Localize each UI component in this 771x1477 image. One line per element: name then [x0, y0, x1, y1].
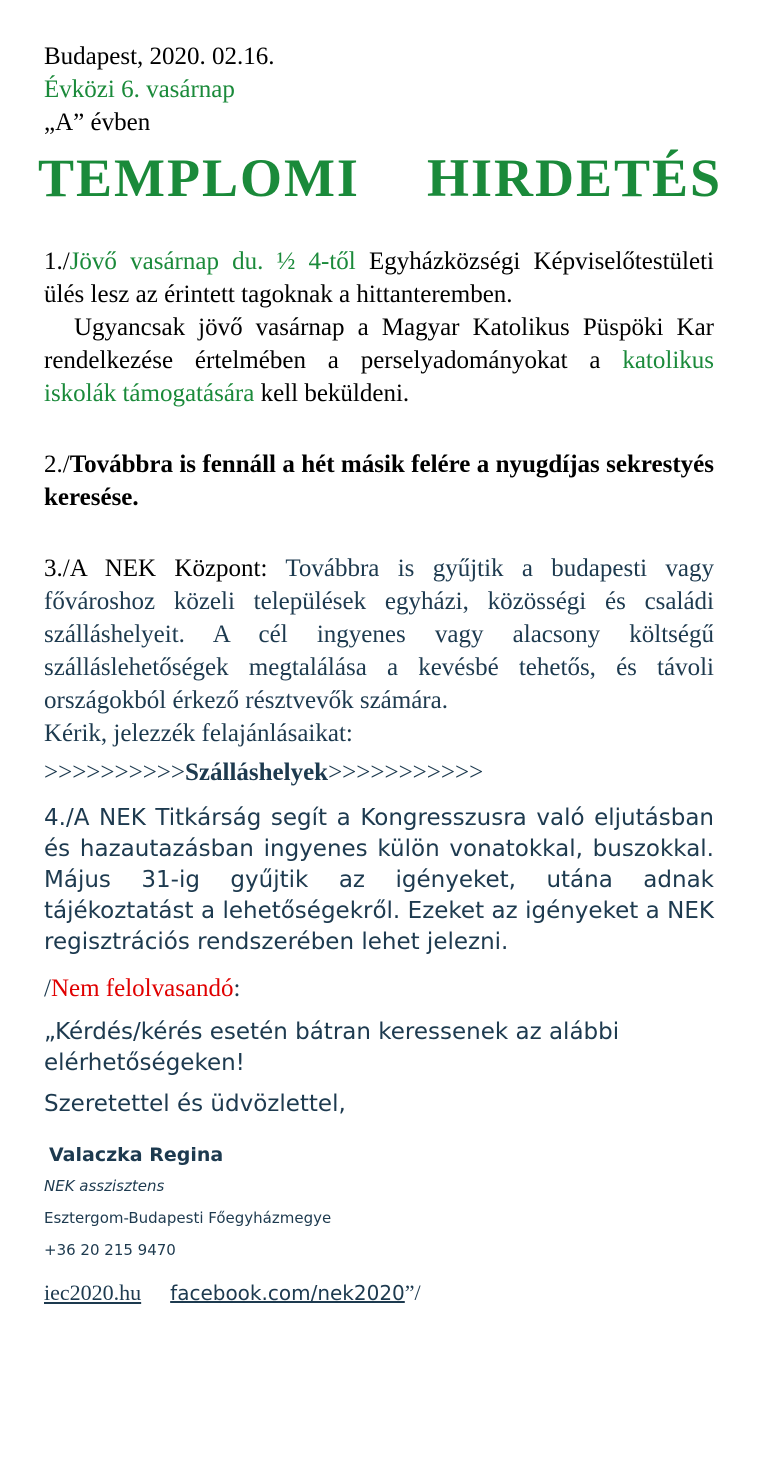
item-1-highlight: Jövő vasárnap du. ½ 4-től — [69, 248, 356, 275]
letter-question: „Kérdés/kérés esetén bátran keressenek az alábbi elérhetőségeken! — [44, 1019, 620, 1076]
year-cycle: „A” évben — [44, 109, 151, 136]
signature-role: NEK asszisztens — [44, 1177, 165, 1195]
item-4-number: 4./ — [44, 805, 74, 831]
accommodation-link[interactable]: Szálláshelyek — [185, 759, 329, 786]
links-line — [44, 1276, 714, 1310]
item-3-label: A NEK Központ — [69, 555, 261, 582]
item-4-text: A NEK Titkárság segít a Kongresszusra való eljutásban és hazautazásban ingyenes külön vonatokkal, buszokkal. Május 31-ig gyűjtik az igényeket, utána adnak tájékoztatást a lehetőségekről. Ezeket az igényeket a NEK regisztrációs rendszerében lehet jelezni. — [44, 805, 714, 955]
note-slash: / — [44, 975, 51, 1002]
announcement-page — [37, 40, 723, 1310]
page-title: TEMPLOMI HIRDETÉS — [37, 148, 723, 208]
item-1-para2-text: Ugyancsak jövő vasárnap a Magyar Katolikus Püspöki Kar rendelkezése értelmében a perselyadományokat a — [44, 314, 714, 374]
note-label: Nem felolvasandó — [50, 975, 234, 1002]
item-2 — [44, 448, 714, 514]
item-3-number: 3./ — [44, 555, 70, 582]
arrows-left: >>>>>>>>>> — [44, 759, 185, 786]
item-2-number: 2./ — [44, 451, 70, 478]
item-3-colon: : — [260, 555, 286, 582]
item-1 — [44, 245, 714, 311]
item-1-paragraph-2 — [44, 311, 714, 410]
note-colon: : — [233, 975, 241, 1002]
item-1-para2-highlight: katolikus iskolák támogatására — [44, 347, 714, 407]
signature-name: Valaczka Regina — [49, 1144, 224, 1166]
liturgical-day: Évközi 6. vasárnap — [44, 76, 235, 103]
item-2-text: Továbbra is fennáll a hét másik felére a nyugdíjas sekrestyés keresése. — [44, 451, 714, 511]
item-1-number: 1./ — [44, 248, 70, 275]
internal-note — [44, 972, 714, 1005]
accommodation-link-line — [44, 756, 714, 789]
item-3-text: Továbbra is gyűjtik a budapesti vagy fővároshoz közeli települések egyházi, közösségi és családi szálláshelyeit. A cél ingyenes vagy alacsony költségű szálláslehetőségek megtalálása a kevésbé tehetős, és távoli országokból érkező résztvevők számára. — [44, 555, 714, 714]
item-3 — [44, 552, 714, 717]
closing-quote: ”/ — [404, 1280, 421, 1305]
item-3-request: Kérik, jelezzék felajánlásaikat: — [44, 720, 353, 747]
signature-org: Esztergom-Budapesti Főegyházmegye — [44, 1209, 332, 1227]
signature-phone: +36 20 215 9470 — [44, 1241, 176, 1259]
item-4 — [44, 803, 714, 958]
item-1-para2-end: kell beküldeni. — [254, 380, 410, 407]
facebook-link[interactable]: facebook.com/nek2020 — [170, 1281, 405, 1305]
arrows-right: >>>>>>>>>>> — [328, 759, 484, 786]
iec2020-link[interactable]: iec2020.hu — [44, 1280, 142, 1305]
place-date: Budapest, 2020. 02.16. — [44, 43, 275, 70]
letter-greeting: Szeretettel és üdvözlettel, — [44, 1091, 346, 1117]
item-1-text: Egyházközségi Képviselőtestületi ülés lesz az érintett tagoknak a hittanteremben. — [44, 248, 714, 308]
